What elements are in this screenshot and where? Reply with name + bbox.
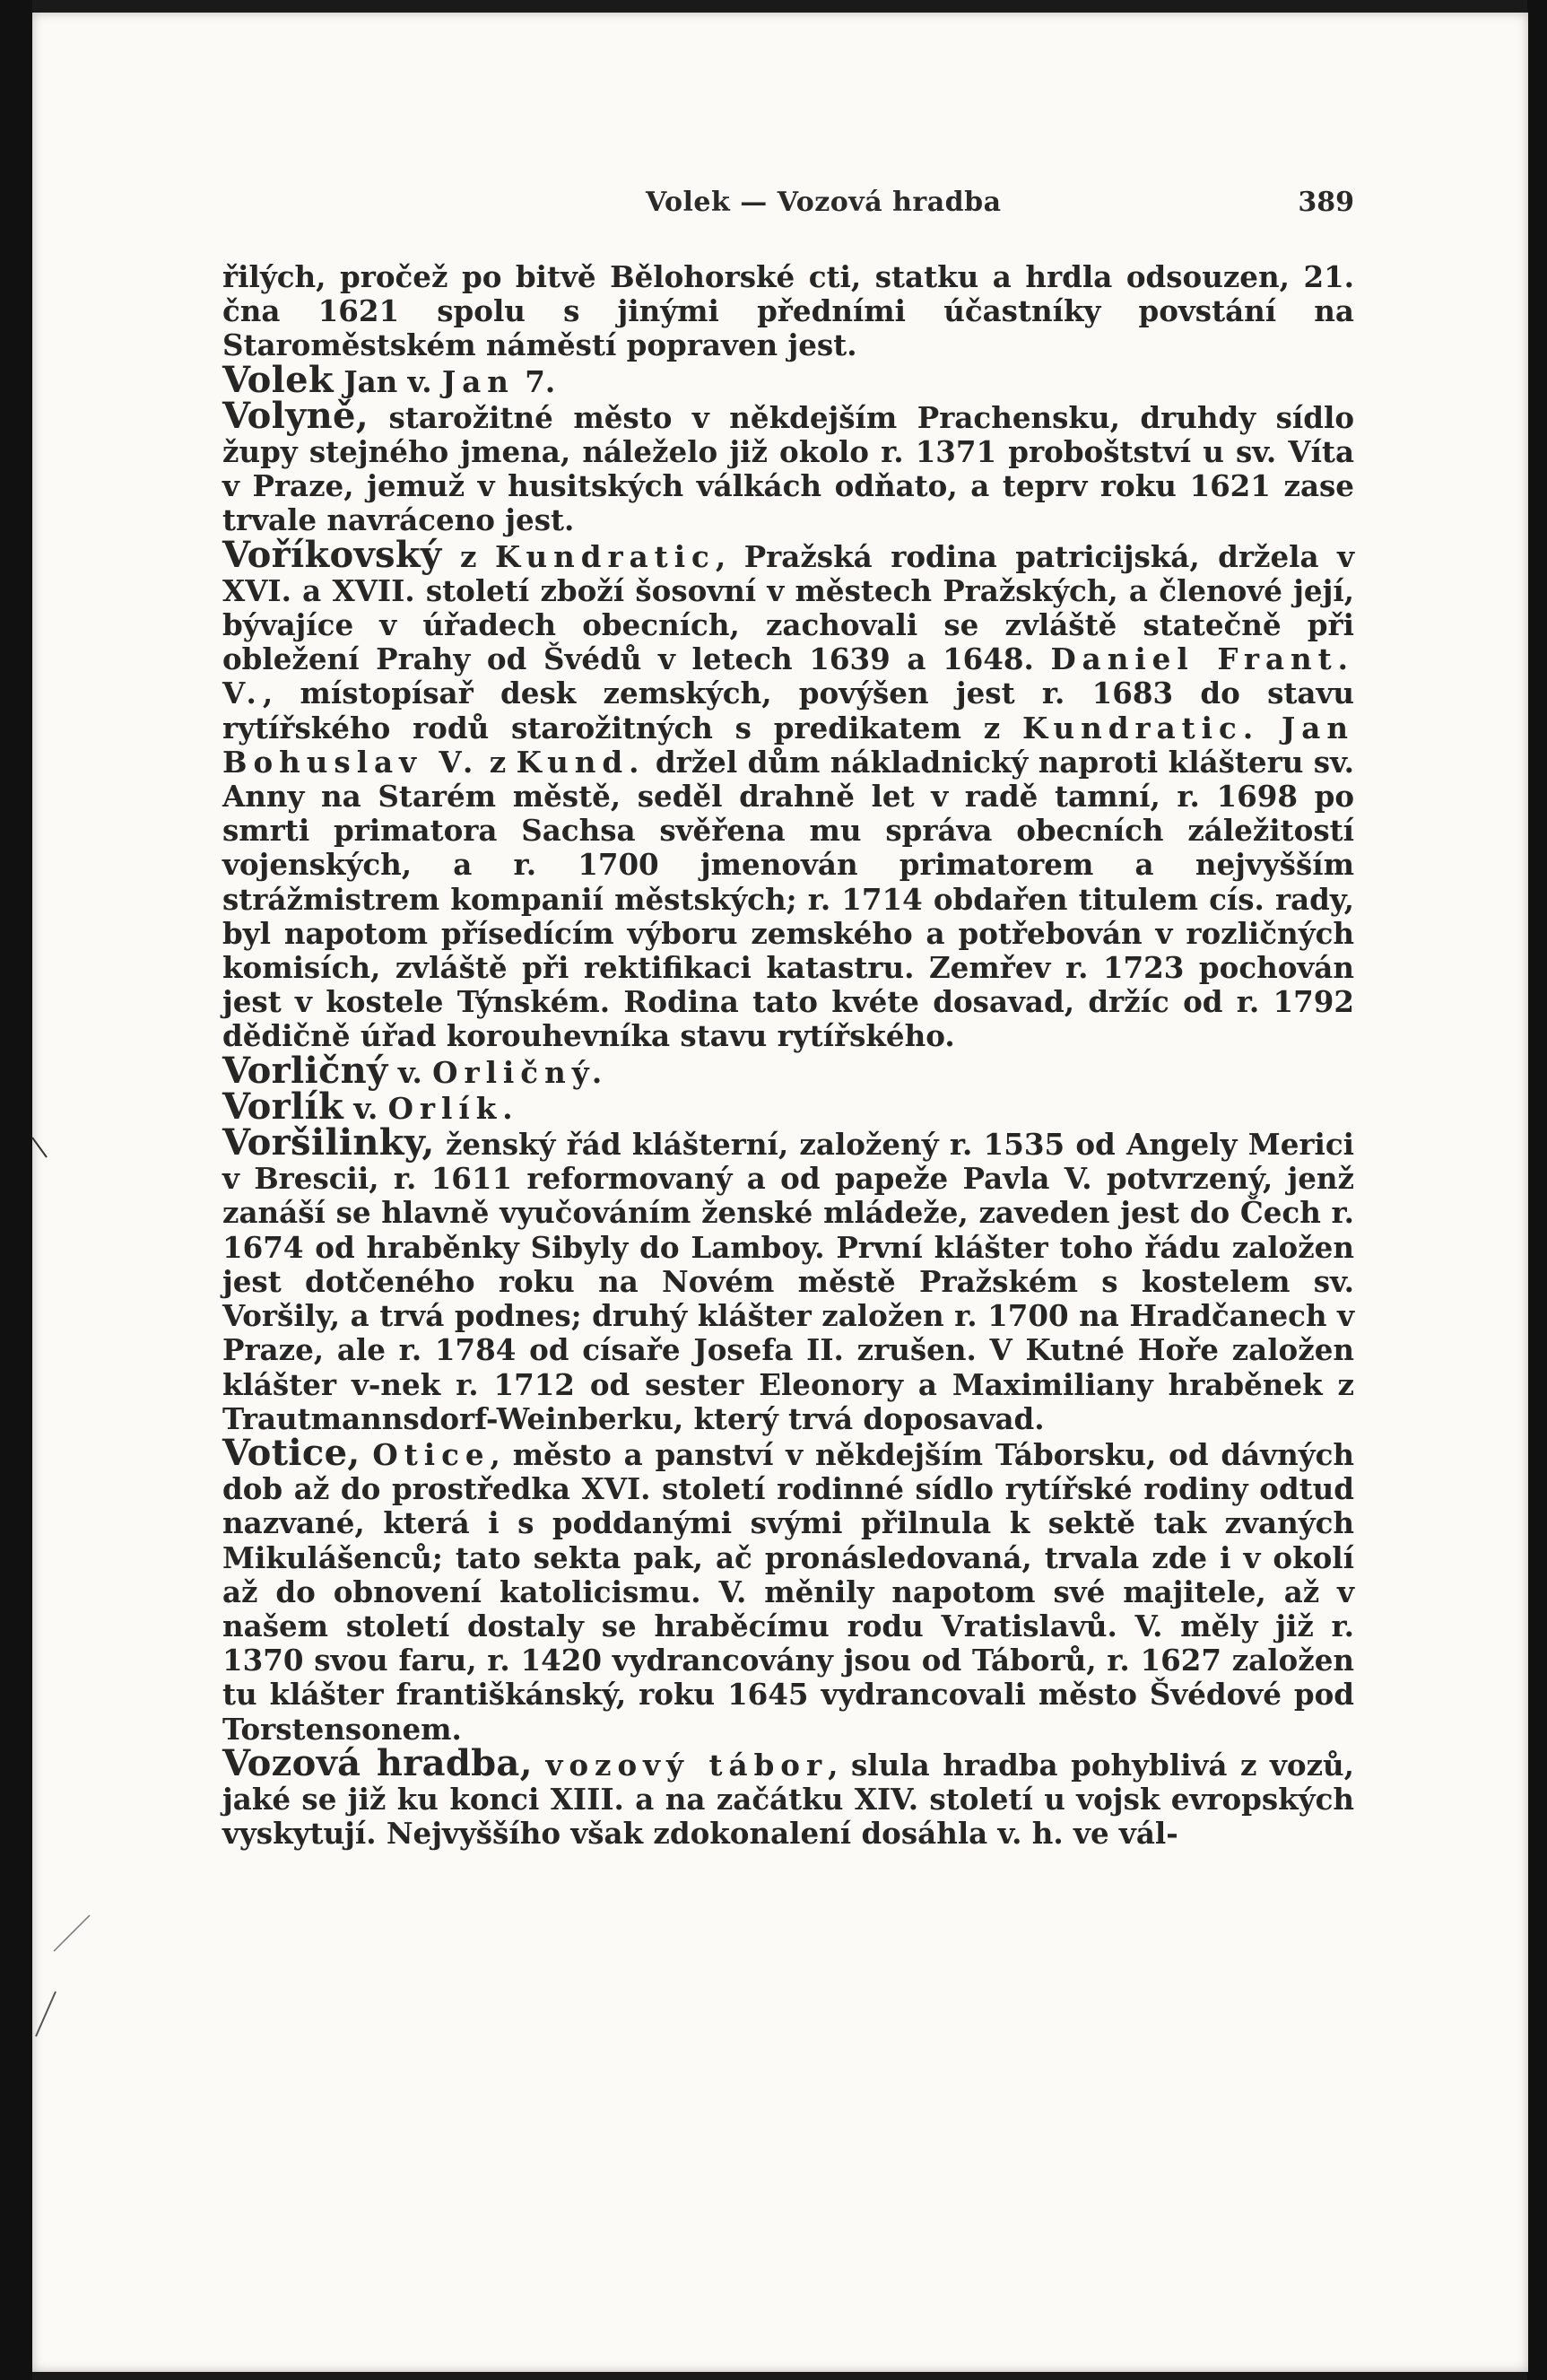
entry-volyne [222,394,1354,538]
entry-text: z [479,744,517,780]
entry-keyword: Vorličný [222,1049,388,1092]
entry-text: starožitné město v někdejším Prachensku, druhdy sídlo župy stejného jmena, náleželo již okolo r. 1371 proboštství u sv. Víta v Praze, jemuž v husitských válkách odňato, a teprv roku 1621 zase trvale navráceno jest. [222,399,1354,538]
entry-spaced-text: vozový tábor [545,1747,829,1783]
entry-text [1259,711,1282,745]
entry-text: , Pražská rodina patricijská, držela v XVI. a XVII. století zboží šosovní v městech Pražských, a členové její, bývajíce v úřadech obecních, zachovali se zvláště statečně při obležení Prahy od Švédů v letech 1639 a 1648. [222,538,1354,677]
scan-left-edge [0,0,32,2380]
entry-spaced-text: Otice [372,1436,491,1472]
body-text [222,260,1354,1851]
entry-keyword: Vozová hradba, [222,1741,533,1784]
entry-spaced-text: Jan Bohuslav V. [222,710,1354,780]
entry-text: v. [343,1090,388,1126]
entry-vorlik [222,1085,1354,1128]
entry-text: Jan v. [333,363,442,399]
entry-spaced-text: Kundratic [494,538,716,574]
entry-keyword: Volyně, [222,394,369,437]
entry-spaced-text: Jan [441,363,515,399]
entry-keyword: Voršilinky, [222,1121,435,1164]
entry-vorikovsky [222,533,1354,1054]
entry-keyword: Voříkovský [222,533,442,576]
running-header [206,187,1354,222]
entry-text [361,1437,373,1472]
running-title: Volek — Vozová hradba [646,187,1002,218]
entry-text: 7. [514,363,556,399]
entry-keyword: Volek [222,358,334,401]
entry-spaced-text: Daniel Frant. V. [222,641,1354,711]
entry-spaced-text: Kundratic. [1021,710,1260,745]
entry-spaced-text: Orlík. [387,1090,519,1126]
entry-spaced-text: Kund. [516,744,646,780]
entry-vorsilinky [222,1121,1354,1436]
entry-text: v. [387,1054,433,1090]
entry-continuation [222,260,1354,363]
entry-text: ženský řád klášterní, založený r. 1535 od Angely Merici v Brescii, r. 1611 reformovaný a od papeže Pavla V. potvrzený, jenž zanáší se hlavně vyučováním ženské mládeže, zaveden jest do Čech r. 1674 od hraběnky Sibyly do Lamboy. První klášter toho řádu založen jest dotčeného roku na Novém městě Pražském s kostelem sv. Voršily, a trvá podnes; druhý klášter založen r. 1700 na Hradčanech v Praze, ale r. 1784 od císaře Josefa II. zrušen. V Kutné Hoře založen klášter v-nek r. 1712 od sester Eleonory a Maximiliany hraběnek z Trautmannsdorf-Weinberku, který trvá doposavad. [222,1127,1354,1436]
entry-volek [222,358,1354,401]
entry-text [533,1748,546,1783]
entry-text: řilých, pročež po bitvě Bělohorské cti, statku a hrdla odsouzen, 21. čna 1621 spolu s jinými předními účastníky povstání na Staroměstském náměstí popraven jest. [222,259,1354,363]
entry-text: , místopísař desk zemských, povýšen jest r. 1683 do stavu rytířského rodů starožitných s predikatem z [222,676,1354,745]
scan-right-edge [1527,0,1547,2380]
entry-text: , slula hradba pohyblivá z vozů, jaké se již ku konci XIII. a na začátku XIV. století u vojsk evropských vyskytují. Nejvyššího však zdokonalení dosáhla v. h. ve vál- [222,1747,1354,1852]
entry-text: , město a panství v někdejším Táborsku, od dávných dob až do prostředka XVI. století rodinné sídlo rytířské rodiny odtud nazvané, která i s poddanými svými přilnula k sektě tak zvaných Mikulášenců; tato sekta pak, ač pronásledovaná, trvala zde i v okolí až do obnovení katolicismu. V. měnily napotom své majitele, až v našem století dostaly se hraběcímu rodu Vratislavů. V. měly již r. 1370 svou faru, r. 1420 vydrancovány jsou od Táborů, r. 1627 založen tu klášter františkánský, roku 1645 vydrancovali město Švédové pod Torstensonem. [222,1436,1354,1747]
entry-keyword: Votice, [222,1431,361,1474]
page-number: 389 [1298,187,1354,218]
entry-votice [222,1431,1354,1747]
entry-vozova-hradba [222,1741,1354,1852]
entry-text: z [441,538,495,574]
scan-top-edge [32,0,1547,13]
entry-vorlicny [222,1049,1354,1092]
entry-spaced-text: Orličný. [432,1054,609,1090]
entry-keyword: Vorlík [222,1085,344,1128]
entry-text: držel dům nákladnický naproti klášteru sv. Anny na Starém městě, seděl drahně let v radě tamní, r. 1698 po smrti primatora Sachsa svěřena mu správa obecních záležitostí vojenských, a r. 1700 jmenován primatorem a nejvyšším strážmistrem kompanií městských; r. 1714 obdařen titulem cís. rady, byl napotom přísedícím výboru zemského a potřebován v rozličných komisích, zvláště při rektifikaci katastru. Zemřev r. 1723 pochován jest v kostele Týnském. Rodina tato kvéte dosavad, držíc od r. 1792 dědičně úřad korouhevníka stavu rytířského. [222,744,1354,1054]
